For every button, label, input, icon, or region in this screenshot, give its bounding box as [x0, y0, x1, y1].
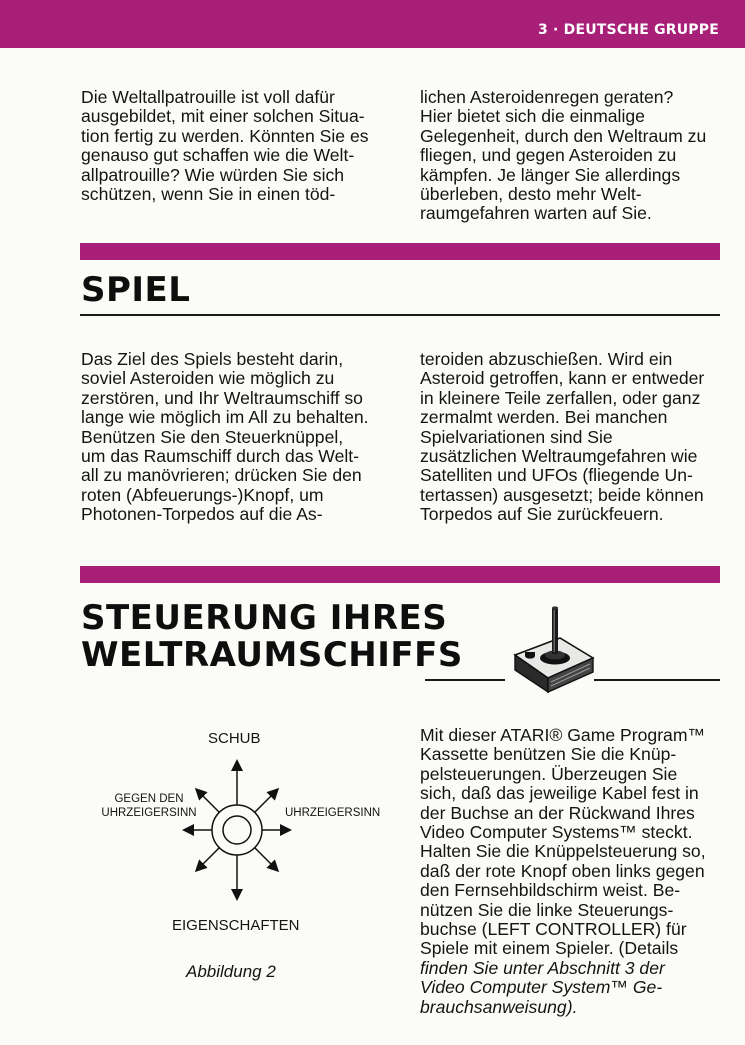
section-heading-spiel: SPIEL — [81, 270, 191, 310]
text-line: ausgebildet, mit einer solchen Situa- — [81, 106, 365, 127]
diagram-label-left-line2: UHRZEIGERSINN — [101, 807, 197, 819]
text-line: Satelliten und UFOs (fliegende Un- — [420, 465, 693, 486]
diagram-label-bottom: EIGENSCHAFTEN — [172, 917, 300, 934]
text-line: Photonen-Torpedos auf die As- — [81, 504, 323, 525]
text-line: um das Raumschiff durch das Welt- — [81, 446, 360, 467]
steuerung-right-column — [420, 726, 725, 1017]
text-line: pelsteuerungen. Überzeugen Sie — [420, 763, 678, 784]
text-line: Spielvariationen sind Sie — [420, 426, 613, 447]
spiel-right-column — [420, 350, 725, 525]
text-line: Kassette benützen Sie die Knüp- — [420, 744, 677, 765]
diagram-label-left-line1: GEGEN DEN — [114, 793, 184, 805]
text-line: teroiden abzuschießen. Wird ein — [420, 349, 673, 369]
text-line: Spiele mit einem Spieler. (Details — [420, 938, 679, 959]
text-line: sich, daß das jeweilige Kabel fest in — [420, 783, 699, 804]
section-band-steuerung — [80, 566, 720, 583]
text-line: Halten Sie die Knüppelsteuerung so, — [420, 841, 706, 862]
diagram-label-top: SCHUB — [208, 730, 261, 747]
text-line: Torpedos auf Sie zurückfeuern. — [420, 504, 664, 525]
text-line: kämpfen. Je länger Sie allerdings — [420, 164, 681, 185]
text-line: all zu manövrieren; drücken Sie den — [81, 465, 362, 486]
intro-left-column — [81, 88, 391, 204]
text-line: der Buchse an der Rückwand Ihres — [420, 802, 695, 823]
text-line: finden Sie unter Abschnitt 3 der — [420, 957, 665, 978]
section-rule-spiel — [80, 314, 720, 316]
diagram-label-right: UHRZEIGERSINN — [285, 807, 381, 819]
section-heading-steuerung-line2: WELTRAUMSCHIFFS — [81, 635, 463, 675]
text-line: Video Computer System™ Ge- — [420, 977, 663, 998]
text-line: zermalmt werden. Bei manchen — [420, 407, 668, 428]
text-line: genauso gut schaffen wie die Welt- — [81, 145, 355, 166]
text-line: brauchsanweisung). — [420, 996, 578, 1017]
intro-right-column — [420, 88, 725, 224]
text-line: Hier bietet sich die einmalige — [420, 106, 645, 127]
text-line: nützen Sie die linke Steuerungs- — [420, 899, 674, 920]
section-rule-steuerung-right — [594, 679, 720, 681]
text-line: zusätzlichen Weltraumgefahren wie — [420, 446, 698, 467]
text-line: daß der rote Knopf oben links gegen — [420, 860, 705, 881]
text-line: Das Ziel des Spiels besteht darin, — [81, 349, 344, 369]
figure-caption: Abbildung 2 — [186, 962, 276, 981]
text-line: tertassen) ausgesetzt; beide können — [420, 484, 704, 505]
joystick-icon — [505, 600, 600, 700]
section-heading-steuerung-line1: STEUERUNG IHRES — [81, 598, 448, 638]
direction-arrows-icon — [177, 750, 297, 910]
text-line: Benützen Sie den Steuerknüppel, — [81, 426, 344, 447]
spiel-left-column — [81, 350, 401, 525]
text-line: buchse (LEFT CONTROLLER) für — [420, 919, 687, 940]
section-rule-steuerung-left — [425, 679, 505, 681]
text-line: Gelegenheit, durch den Weltraum zu — [420, 125, 707, 146]
text-line: soviel Asteroiden wie möglich zu — [81, 368, 335, 389]
text-line: lange wie möglich im All zu behalten. — [81, 407, 369, 428]
text-line: in kleinere Teile zerfallen, oder ganz — [420, 387, 701, 408]
text-line: Mit dieser ATARI® Game Program™ — [420, 725, 706, 745]
text-line: Asteroid getroffen, kann er entweder — [420, 368, 705, 389]
section-band-spiel — [80, 243, 720, 260]
text-line: roten (Abfeuerungs-)Knopf, um — [81, 484, 324, 505]
text-line: allpatrouille? Wie würden Sie sich — [81, 164, 345, 185]
text-line: Video Computer Systems™ steckt. — [420, 822, 693, 843]
text-line: tion fertig zu werden. Könnten Sie es — [81, 125, 369, 146]
text-line: den Fernsehbildschirm weist. Be- — [420, 880, 681, 901]
text-line: Die Weltallpatrouille ist voll dafür — [81, 87, 335, 107]
section-label: 3 · DEUTSCHE GRUPPE — [538, 22, 719, 38]
text-line: überleben, desto mehr Welt- — [420, 184, 642, 205]
text-line: zerstören, und Ihr Weltraumschiff so — [81, 387, 363, 408]
text-line: raumgefahren warten auf Sie. — [420, 203, 652, 224]
text-line: fliegen, und gegen Asteroiden zu — [420, 145, 677, 166]
text-line: schützen, wenn Sie in einen töd- — [81, 184, 336, 205]
text-line: lichen Asteroidenregen geraten? — [420, 87, 674, 107]
